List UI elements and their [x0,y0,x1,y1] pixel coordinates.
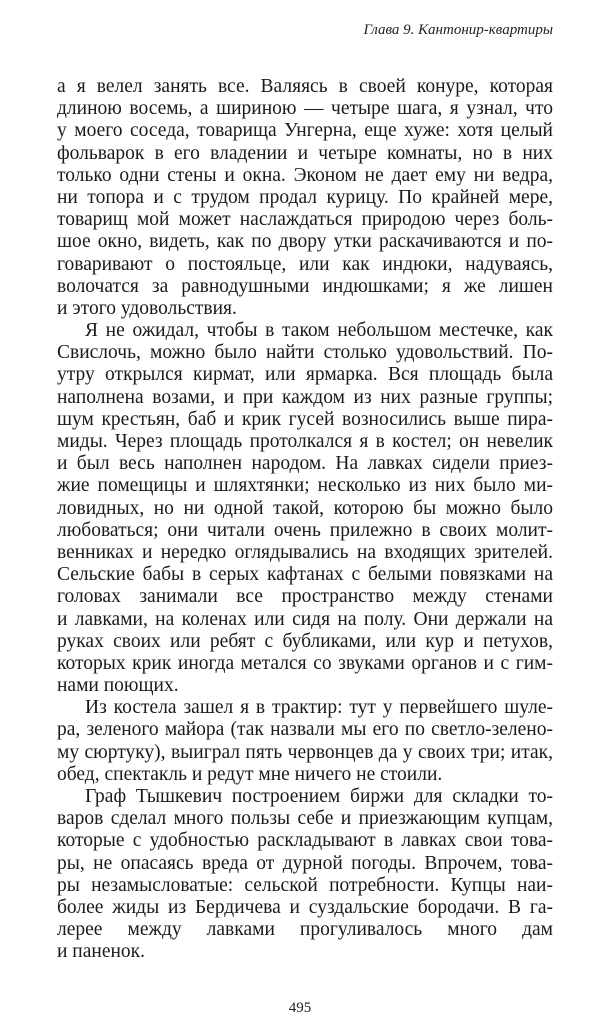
text-line: нами поющих. [57,675,179,697]
running-head: Глава 9. Кантонир-квартиры [363,22,553,38]
paragraph [57,697,553,786]
paragraph [57,786,553,964]
text-line: длиною восемь, а шириною — четыре шага, я узнал, что [57,98,553,120]
text-line: му сюртуку), выиграл пять червонцев да у своих три; итак, [57,741,553,763]
text-line: варов сделал много пользы себе и приезжающим купцам, [57,808,553,830]
paragraph [57,320,553,697]
text-line: Свислочь, можно было найти столько удовольствий. По- [57,342,553,364]
text-line: утру открылся кирмат, или ярмарка. Вся площадь была [57,364,553,386]
text-line: обед, спектакль и редут мне ничего не стоили. [57,763,443,785]
text-line: наполнена возами, и при каждом из них разные группы; [57,386,553,408]
text-line: которых крик иногда метался со звуками органов и с гим- [57,652,553,674]
text-line: говаривают о постояльце, или как индюки, надуваясь, [57,253,553,275]
text-line: Я не ожидал, чтобы в таком небольшом местечке, как [85,320,553,342]
text-line: и паненок. [57,941,146,963]
text-line: которые с удобностью раскладывают в лавках свои това- [57,830,553,852]
text-line: товарищ мой может наслаждаться природою через боль- [57,209,553,231]
text-line: Граф Тышкевич построением биржи для складки то- [85,786,553,807]
text-line: любоваться; они читали очень прилежно в своих молит- [57,519,553,541]
text-line: ни топора и с трудом продал курицу. По крайней мере, [57,186,553,208]
text-line: миды. Через площадь протолкался я в костел; он невелик [57,431,553,452]
page-number: 495 [288,1000,312,1016]
text-line: Из костела зашел я в трактир: тут у первейшего шуле- [85,697,553,719]
text-line: более жиды из Бердичева и суздальские бородачи. В га- [57,896,553,918]
text-line: Сельские бабы в серых кафтанах с белыми повязками на [57,564,553,586]
text-line: жие помещицы и шляхтянки; несколько из них было ми- [57,475,553,497]
text-line: лерее между лавками прогуливалось много дам [57,919,553,941]
text-line: а я велел занять все. Валяясь в своей конуре, которая [57,76,553,97]
text-line: головах занимали все пространство между стенами [57,586,553,608]
text-line: шое окно, видеть, как по двору утки раскачиваются и по- [57,231,553,253]
text-line: ры незамысловатые: сельской потребности. Купцы наи- [57,874,553,896]
body-text [57,76,553,964]
text-line: волочатся за равнодушными индюшками; я же лишен [57,275,553,297]
text-line: только одни стены и окна. Эконом не дает ему ни ведра, [57,164,553,186]
text-line: ловидных, но ни одной такой, которою бы можно было [57,497,553,519]
text-line: у моего соседа, товарища Унгерна, еще хуже: хотя целый [57,120,553,142]
text-line: и лавками, на коленах или сидя на полу. Они держали на [57,608,553,630]
text-line: шум крестьян, баб и крик гусей возносились выше пира- [57,408,553,430]
paragraph [57,76,553,320]
text-line: и был весь наполнен народом. На лавках сидели приез- [57,453,553,475]
text-line: и этого удовольствия. [57,297,237,319]
text-line: венниках и нередко оглядывались на входящих зрителей. [57,541,553,563]
text-line: руках своих или ребят с бубликами, или кур и петухов, [57,630,553,652]
text-line: ра, зеленого майора (так назвали мы его по светло-зелено- [57,719,553,741]
text-line: ры, не опасаясь вреда от дурной погоды. Впрочем, това- [57,852,553,874]
text-line: фольварок в его владении и четыре комнаты, но в них [57,142,553,164]
